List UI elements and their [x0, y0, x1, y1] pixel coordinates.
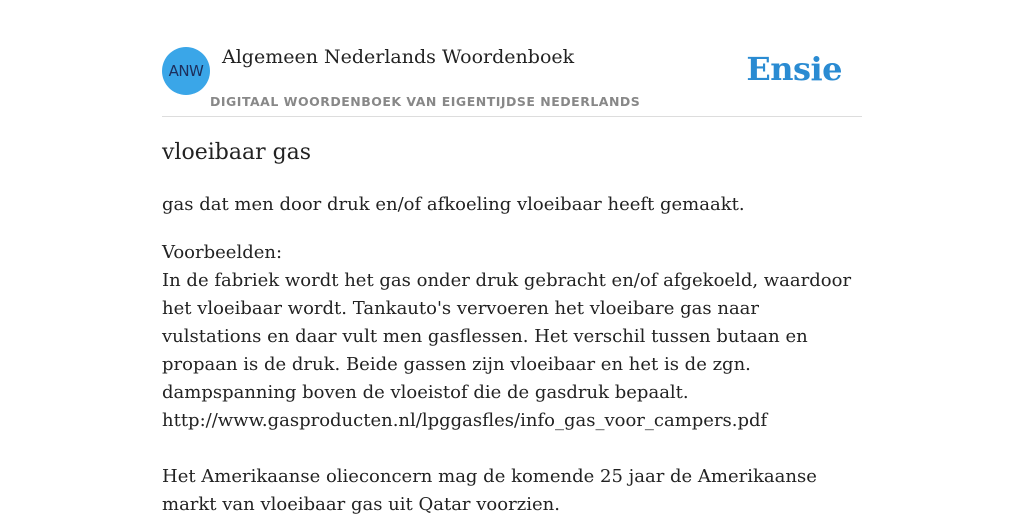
site-title[interactable]: Algemeen Nederlands Woordenboek: [222, 46, 575, 68]
example-spacer: [162, 435, 862, 463]
anw-logo[interactable]: [162, 47, 210, 95]
example-source-link[interactable]: http://www.gasproducten.nl/lpggasfles/info_gas_voor_campers.pdf: [162, 410, 768, 431]
examples-label: Voorbeelden:: [162, 242, 283, 263]
entry-definition: gas dat men door druk en/of afkoeling vloeibaar heeft gemaakt.: [162, 194, 745, 215]
entry-term: vloeibaar gas: [162, 140, 312, 165]
example-text: Het Amerikaanse olieconcern mag de komende 25 jaar de Amerikaanse markt van vloeibaar gas uit Qatar voorzien.: [162, 466, 817, 515]
ensie-brand-link[interactable]: Ensie: [746, 50, 842, 88]
logo-text: ANW: [168, 62, 204, 80]
example-text: In de fabriek wordt het gas onder druk gebracht en/of afgekoeld, waardoor het vloeibaar wordt. Tankauto's vervoeren het vloeibare gas naar vulstations en daar vult men gasflessen. Het verschil tussen butaan en propaan is de druk. Beide gassen zijn vloeibaar en het is de zgn. dampspanning boven de vloeistof die de gasdruk bepaalt.: [162, 270, 852, 403]
site-subtitle: DIGITAAL WOORDENBOEK VAN EIGENTIJDSE NEDERLANDS: [210, 94, 641, 109]
examples-section: [162, 239, 862, 519]
site-header: [162, 40, 862, 117]
